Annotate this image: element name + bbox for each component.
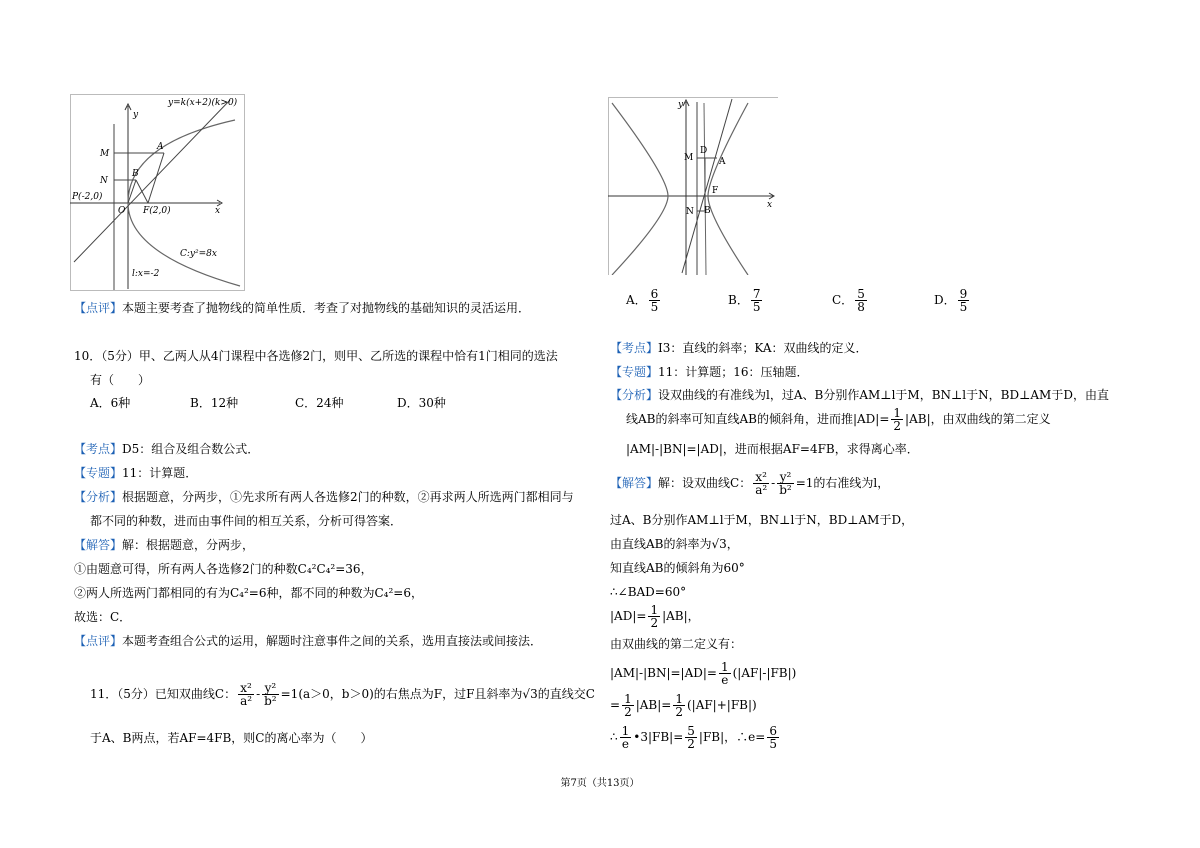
analysis-line-2: [626, 406, 1051, 432]
comment-tag: 【点评】: [74, 634, 123, 648]
solution-text: 解：根据题意，分两步，: [122, 538, 255, 552]
q11-option-b: [728, 288, 764, 313]
topic-tag: 【专题】: [74, 466, 123, 480]
solution-step-1: ①由题意可得，所有两人各选修2门的种数C₄²C₄²=36，: [74, 562, 373, 576]
step-part-c: |FB|，∴e=: [698, 730, 766, 744]
option-label: C．: [832, 293, 854, 307]
fraction-y2-b2: [777, 471, 794, 496]
point-n-label: N: [100, 176, 108, 186]
x-axis-label: x: [215, 206, 221, 216]
comment-1: [74, 301, 530, 315]
analysis-text: 根据题意，分两步，①先求所有两人各选修2门的种数，②再求两人所选两门都相同与: [122, 490, 574, 504]
point-m-label: M: [684, 153, 694, 163]
q10-option-d: D．30种: [397, 396, 446, 410]
option-fraction: [751, 288, 763, 313]
numerator: 5: [687, 724, 695, 738]
topic-text: 11：计算题．: [122, 466, 198, 480]
option-label: A．: [626, 293, 647, 307]
solution-step-8: [610, 692, 757, 718]
page-footer: 第7页（共13页）: [560, 778, 640, 789]
solution-step-1: 过A、B分别作AM⊥l于M，BN⊥l于N，BD⊥AM于D，: [610, 513, 914, 527]
hyperbola-left-branch: [612, 103, 668, 275]
solution-step-4: ∴∠BAD=60°: [610, 585, 687, 599]
point-p-label: P(-2,0): [72, 192, 103, 202]
numerator: 1: [650, 603, 659, 617]
denominator: e: [621, 737, 630, 751]
solution-step-9: [610, 724, 781, 750]
knowledge-text: D5：组合及组合数公式．: [122, 442, 260, 456]
point-a-label: A: [157, 142, 164, 152]
denominator: a²: [755, 483, 768, 497]
denominator: 2: [893, 419, 902, 433]
fraction-y2-b2: [262, 682, 279, 707]
fraction-five-halves: [685, 725, 697, 750]
step-part-b: (|AF|-|FB|): [732, 666, 797, 680]
q11-option-c: [832, 288, 869, 313]
analysis-line-3: |AM|-|BN|=|AD|，进而根据AF=4FB，求得离心率．: [626, 442, 919, 456]
numerator: 5: [857, 287, 865, 301]
denominator: 8: [857, 300, 865, 314]
analysis-line-1: [610, 388, 1109, 402]
topic: [610, 365, 809, 379]
denominator: 5: [650, 300, 659, 314]
denominator: a²: [240, 694, 253, 708]
step-part-a: ∴: [610, 730, 618, 744]
numerator: 1: [893, 406, 902, 420]
fraction-one-over-e: [719, 661, 731, 686]
analysis-tag: 【分析】: [74, 490, 123, 504]
denominator: e: [721, 673, 729, 687]
solution-step-2: ②两人所选两门都相同的有为C₄²=6种，都不同的种数为C₄²=6，: [74, 586, 423, 600]
denominator: 2: [675, 705, 683, 719]
line-through-p: [74, 100, 230, 262]
denominator: 5: [959, 300, 968, 314]
line-through-f: [682, 99, 732, 273]
comment-text: 本题主要考查了抛物线的简单性质．考查了对抛物线的基础知识的灵活运用．: [122, 301, 531, 315]
denominator: 5: [752, 300, 761, 314]
answer-line: 故选：C．: [74, 610, 132, 624]
numerator: 7: [752, 287, 761, 301]
topic: [74, 466, 197, 480]
solution-step-7: [610, 660, 796, 686]
option-fraction: [958, 288, 970, 313]
step-part-b: •3|FB|=: [633, 730, 684, 744]
analysis-line-1: [74, 490, 574, 504]
q11-middle: =1(a＞0，b＞0)的右焦点为F，过F且斜率为√3的直线交C: [280, 687, 595, 701]
step-part-c: (|AF|+|FB|): [686, 698, 757, 712]
analysis-part-a: 线AB的斜率可知直线AB的倾斜角，进而推|AD|=: [626, 412, 890, 426]
fraction-half: [648, 604, 660, 629]
topic-tag: 【专题】: [610, 365, 659, 379]
step-part-a: |AD|=: [610, 609, 647, 623]
question-11-line-2: 于A、B两点，若AF=4FB，则C的离心率为（ ）: [90, 731, 373, 745]
hyperbola-figure: [608, 97, 778, 275]
parabola-figure: [70, 94, 245, 291]
numerator: y²: [262, 682, 279, 695]
step-part-a: |AM|-|BN|=|AD|=: [610, 666, 717, 680]
segment-af: [148, 153, 164, 203]
step-part-b: |AB|=: [635, 698, 672, 712]
solution-step-3: 知直线AB的倾斜角为60°: [610, 561, 745, 575]
denominator: 5: [769, 737, 777, 751]
denominator: b²: [779, 483, 792, 497]
fraction-one-over-e: [620, 725, 632, 750]
y-axis-label: y: [678, 100, 684, 110]
fraction-half: [622, 693, 634, 718]
solution-step-2: 由直线AB的斜率为√3，: [610, 537, 739, 551]
option-fraction: [649, 288, 661, 313]
directrix-label: l:x=-2: [132, 269, 160, 279]
analysis-line-2: 都不同的种数，进而由事件间的相互关系，分析可得答案．: [90, 514, 403, 528]
solution-step-6: 由双曲线的第二定义有：: [610, 637, 743, 651]
knowledge-text: I3：直线的斜率；KA：双曲线的定义．: [658, 341, 868, 355]
analysis-part-b: |AB|，由双曲线的第二定义: [905, 412, 1051, 426]
solution-heading: [74, 538, 254, 552]
question-10-line-1: 10．（5分）甲、乙两人从4门课程中各选修2门，则甲、乙所选的课程中恰有1门相同的选法: [74, 349, 558, 363]
q10-option-a: A．6种: [90, 396, 131, 410]
knowledge-point: [74, 442, 259, 456]
numerator: 1: [621, 724, 630, 738]
y-axis-label: y: [133, 110, 139, 120]
parabola-upper: [128, 120, 235, 203]
numerator: 6: [769, 724, 777, 738]
question-10-line-2: 有（ ）: [90, 373, 151, 387]
numerator: 1: [624, 692, 632, 706]
comment-text: 本题考查组合公式的运用，解题时注意事件之间的关系，选用直接法或间接法．: [122, 634, 543, 648]
numerator: y²: [777, 471, 794, 484]
point-b-label: B: [704, 206, 711, 216]
numerator: 1: [675, 692, 683, 706]
point-m-label: M: [100, 149, 110, 159]
solution-prefix: 解：设双曲线C：: [658, 476, 752, 490]
question-11-line-1: 11．（5分）已知双曲线C： $\frac{\text{x²}}{\text{a²}}$ - $\frac{\text{y²}}{\text{b²}}$ =1(a＞0，b＞0)的右焦点为F，过F且斜率为√3的直线交C: [90, 681, 595, 708]
point-n-label: N: [686, 207, 694, 217]
solution-tag: 【解答】: [74, 538, 123, 552]
solution-heading: 【解答】解：设双曲线C： $\frac{\text{x²}}{\text{a²}}$ - $\frac{\text{y²}}{\text{b²}}$ =1的右准线为l，: [610, 470, 890, 497]
point-f-label: F: [712, 186, 719, 196]
numerator: x²: [753, 471, 769, 484]
numerator: 9: [959, 287, 968, 301]
analysis-text: 设双曲线的有准线为l，过A、B分别作AM⊥l于M，BN⊥l于N，BD⊥AM于D，由直: [658, 388, 1109, 402]
fraction-six-fifths: [767, 725, 779, 750]
numerator: x²: [238, 682, 254, 695]
step-part-a: =: [610, 698, 621, 712]
point-f-label: F(2,0): [143, 206, 171, 216]
q11-option-a: [626, 288, 662, 313]
option-label: D．: [934, 293, 956, 307]
parabola-equation-label: C:y²=8x: [180, 249, 217, 259]
solution-step-5: [610, 603, 700, 629]
line-equation-label: y=k(x+2)(k>0): [168, 98, 238, 108]
point-b-label: B: [132, 169, 139, 179]
fraction-x2-a2: [753, 471, 769, 496]
numerator: 6: [650, 287, 659, 301]
knowledge-tag: 【考点】: [74, 442, 123, 456]
option-label: B．: [728, 293, 749, 307]
q11-option-d: [934, 288, 971, 313]
fraction-x2-a2: [238, 682, 254, 707]
knowledge-tag: 【考点】: [610, 341, 659, 355]
numerator: 1: [720, 660, 729, 674]
option-fraction: [855, 288, 867, 313]
denominator: 2: [624, 705, 632, 719]
fraction-half: [673, 693, 685, 718]
comment-tag: 【点评】: [74, 301, 123, 315]
q11-prefix: 11．（5分）已知双曲线C：: [90, 687, 237, 701]
fraction-half: [891, 407, 903, 432]
q10-option-c: C．24种: [295, 396, 344, 410]
origin-label: O: [118, 206, 126, 216]
point-d-label: D: [700, 146, 708, 156]
denominator: b²: [264, 694, 277, 708]
analysis-tag: 【分析】: [610, 388, 659, 402]
point-a-label: A: [719, 157, 726, 167]
step-part-b: |AB|，: [662, 609, 700, 623]
denominator: 2: [687, 737, 695, 751]
segment-bf: [136, 180, 148, 203]
comment-2: [74, 634, 542, 648]
x-axis-label: x: [767, 200, 773, 210]
denominator: 2: [650, 616, 659, 630]
topic-text: 11：计算题；16：压轴题．: [658, 365, 809, 379]
solution-suffix: =1的右准线为l，: [795, 476, 890, 490]
knowledge-point: [610, 341, 868, 355]
q10-option-b: B．12种: [190, 396, 239, 410]
solution-tag: 【解答】: [610, 476, 659, 490]
